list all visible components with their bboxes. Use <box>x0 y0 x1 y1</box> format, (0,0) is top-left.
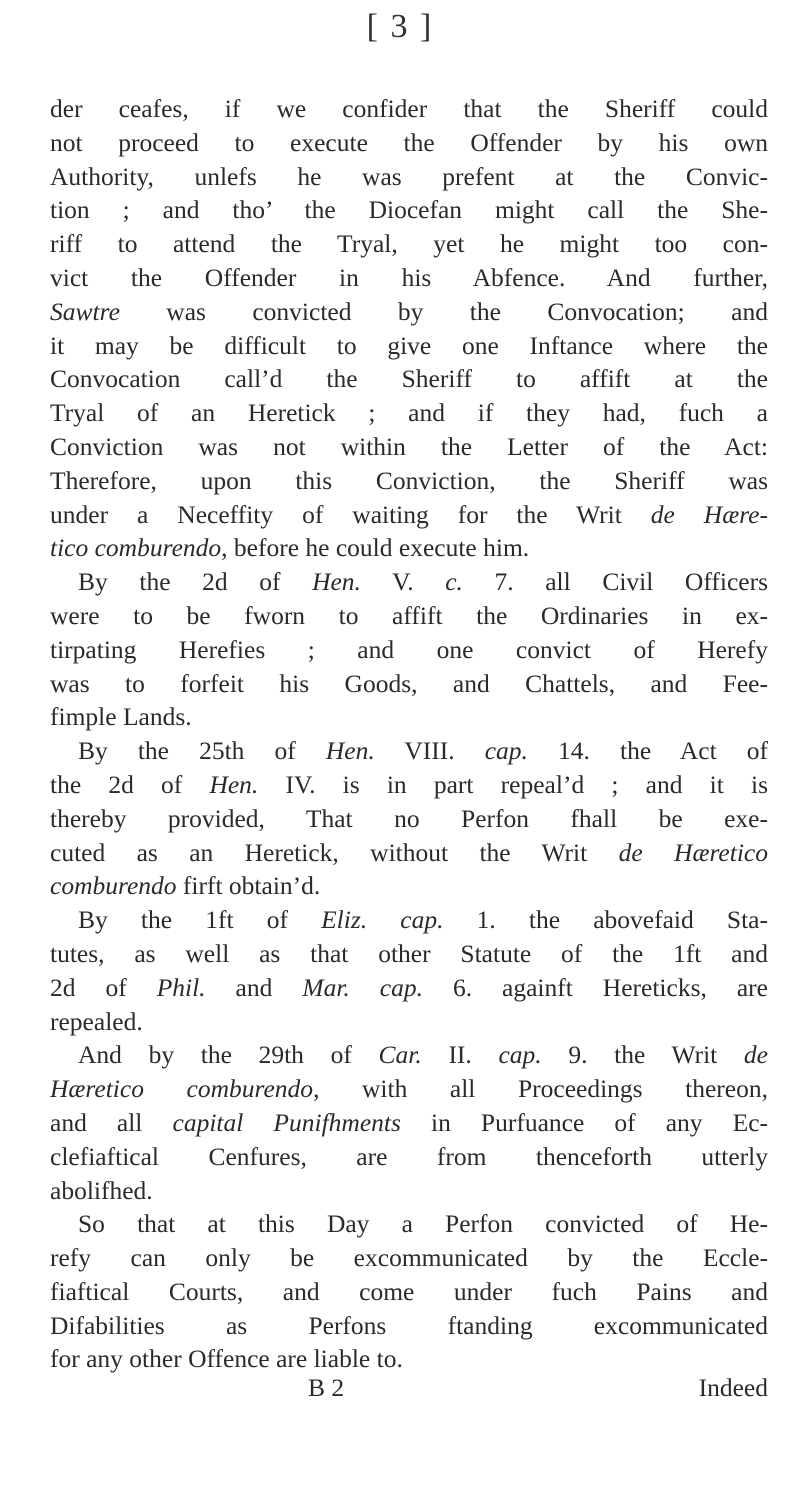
text-line <box>50 1106 768 1140</box>
text-segment: not proceed to execute the Offender by his own <box>50 127 768 157</box>
text-line <box>50 430 768 464</box>
text-line <box>50 734 768 768</box>
italic-text: Phil. <box>156 972 206 1002</box>
text-line <box>50 768 768 802</box>
text-line <box>50 667 768 701</box>
text-segment: tion ; and tho’ the Diocefan might call the She- <box>50 195 768 225</box>
text-line <box>50 565 768 599</box>
text-line <box>50 160 768 194</box>
text-line <box>50 1241 768 1275</box>
text-line <box>50 295 768 329</box>
text-line <box>50 1309 768 1343</box>
text-segment: and <box>205 972 303 1002</box>
text-line <box>50 126 768 160</box>
italic-text: Hen. <box>312 567 361 597</box>
text-segment: 1. the abovefaid Sta- <box>443 905 768 935</box>
text-line <box>50 1005 768 1039</box>
italic-text: cap. <box>484 736 528 766</box>
text-segment: By the 25th of <box>78 736 326 766</box>
text-line <box>50 1038 768 1072</box>
text-segment: under a Neceffity of waiting for the Writ <box>50 499 651 529</box>
text-segment: II. <box>421 1040 499 1070</box>
text-line <box>50 193 768 227</box>
text-segment: Tryal of an Heretick ; and if they had, fuch a <box>50 398 768 428</box>
text-line <box>50 1072 768 1106</box>
italic-text: Hen. <box>325 736 375 766</box>
text-line <box>50 396 768 430</box>
text-segment: , before he could execute him. <box>221 533 530 563</box>
page-number: [ 3 ] <box>366 8 434 45</box>
italic-text: cap. <box>498 1040 542 1070</box>
text-segment: and all <box>50 1107 173 1137</box>
text-segment: Therefore, upon this Conviction, the Sheriff was <box>50 465 768 495</box>
text-line <box>50 1342 768 1376</box>
italic-text: Eliz. cap. <box>321 905 444 935</box>
text-segment: 2d of <box>50 972 157 1002</box>
italic-text: comburendo <box>50 871 177 901</box>
italic-text: Mar. cap. <box>302 972 423 1002</box>
text-line <box>50 1275 768 1309</box>
italic-text: c. <box>445 567 463 597</box>
text-line <box>50 531 768 565</box>
text-segment: Conviction was not within the Letter of the Act: <box>50 431 768 461</box>
text-segment: abolifhed. <box>50 1175 153 1205</box>
text-line <box>50 1140 768 1174</box>
text-segment: 6. againft Hereticks, are <box>422 972 768 1002</box>
italic-text: de Hæretico <box>618 837 768 867</box>
text-segment: firft obtain’d. <box>176 871 321 901</box>
text-segment: was convicted by the Convocation; and <box>119 296 768 326</box>
text-line <box>50 869 768 903</box>
text-segment: And by the 29th of <box>78 1040 379 1070</box>
text-segment: vict the Offender in his Abfence. And further, <box>50 262 768 292</box>
text-segment: repealed. <box>50 1006 143 1036</box>
text-segment: VIII. <box>374 736 485 766</box>
italic-text: Hæretico comburendo <box>50 1074 314 1104</box>
text-segment: So that at this Day a Perfon convicted of He- <box>78 1209 768 1239</box>
text-segment: 14. the Act of <box>527 736 768 766</box>
italic-text: Hen. <box>209 769 259 799</box>
text-segment: refy can only be excommunicated by the Eccle- <box>50 1243 768 1273</box>
text-segment: V. <box>360 567 446 597</box>
text-line <box>50 937 768 971</box>
italic-text: Sawtre <box>50 296 120 326</box>
italic-text: tico comburendo <box>50 533 222 563</box>
text-segment: was to forfeit his Goods, and Chattels, and Fee- <box>50 668 768 698</box>
text-segment: tirpating Herefies ; and one convict of Herefy <box>50 634 768 664</box>
text-line <box>50 903 768 937</box>
text-segment: tutes, as well as that other Statute of the 1ft and <box>50 938 768 968</box>
text-line <box>50 633 768 667</box>
text-line <box>50 227 768 261</box>
catchword: Indeed <box>698 1373 768 1402</box>
text-segment: it may be difficult to give one Inftance where the <box>50 330 768 360</box>
body-text <box>50 92 768 1376</box>
italic-text: capital Punifhments <box>172 1107 401 1137</box>
text-line <box>50 700 768 734</box>
text-line <box>50 971 768 1005</box>
text-segment: IV. is in part repeal’d ; and it is <box>258 769 768 799</box>
text-segment: Convocation call’d the Sheriff to affift at the <box>50 364 768 394</box>
text-segment: riff to attend the Tryal, yet he might too con- <box>50 229 768 259</box>
signature-mark: B 2 <box>308 1373 345 1402</box>
text-segment: 9. the Writ <box>541 1040 744 1070</box>
text-line <box>50 1174 768 1208</box>
italic-text: de <box>743 1040 768 1070</box>
text-segment: Difabilities as Perfons ftanding excommunicated <box>50 1310 768 1340</box>
text-segment: By the 2d of <box>78 567 313 597</box>
italic-text: Car. <box>378 1040 422 1070</box>
text-line <box>50 1207 768 1241</box>
text-segment: thereby provided, That no Perfon fhall be exe- <box>50 803 768 833</box>
text-segment: 7. all Civil Officers <box>462 567 768 597</box>
text-segment: cuted as an Heretick, without the Writ <box>50 837 619 867</box>
text-line <box>50 464 768 498</box>
text-segment: Authority, unlefs he was prefent at the Convic- <box>50 161 768 191</box>
italic-text: de Hære- <box>650 499 768 529</box>
text-segment: By the 1ft of <box>78 905 322 935</box>
text-line <box>50 836 768 870</box>
text-segment: fiaftical Courts, and come under fuch Pains and <box>50 1276 768 1306</box>
text-line <box>50 498 768 532</box>
text-line <box>50 599 768 633</box>
text-line <box>50 329 768 363</box>
text-line <box>50 362 768 396</box>
text-segment: the 2d of <box>50 769 210 799</box>
text-segment: fimple Lands. <box>50 702 192 732</box>
text-line <box>50 802 768 836</box>
text-segment: , with all Proceedings thereon, <box>313 1074 768 1104</box>
text-segment: were to be fworn to affift the Ordinaries in ex- <box>50 600 768 630</box>
page-footer <box>50 1373 768 1407</box>
text-line <box>50 261 768 295</box>
text-segment: for any other Offence are liable to. <box>50 1344 403 1374</box>
text-segment: der ceafes, if we confider that the Sheriff could <box>50 94 768 123</box>
text-segment: in Purfuance of any Ec- <box>400 1107 768 1137</box>
text-line <box>50 92 768 126</box>
text-segment: clefiaftical Cenfures, are from thenceforth utterly <box>50 1141 768 1171</box>
